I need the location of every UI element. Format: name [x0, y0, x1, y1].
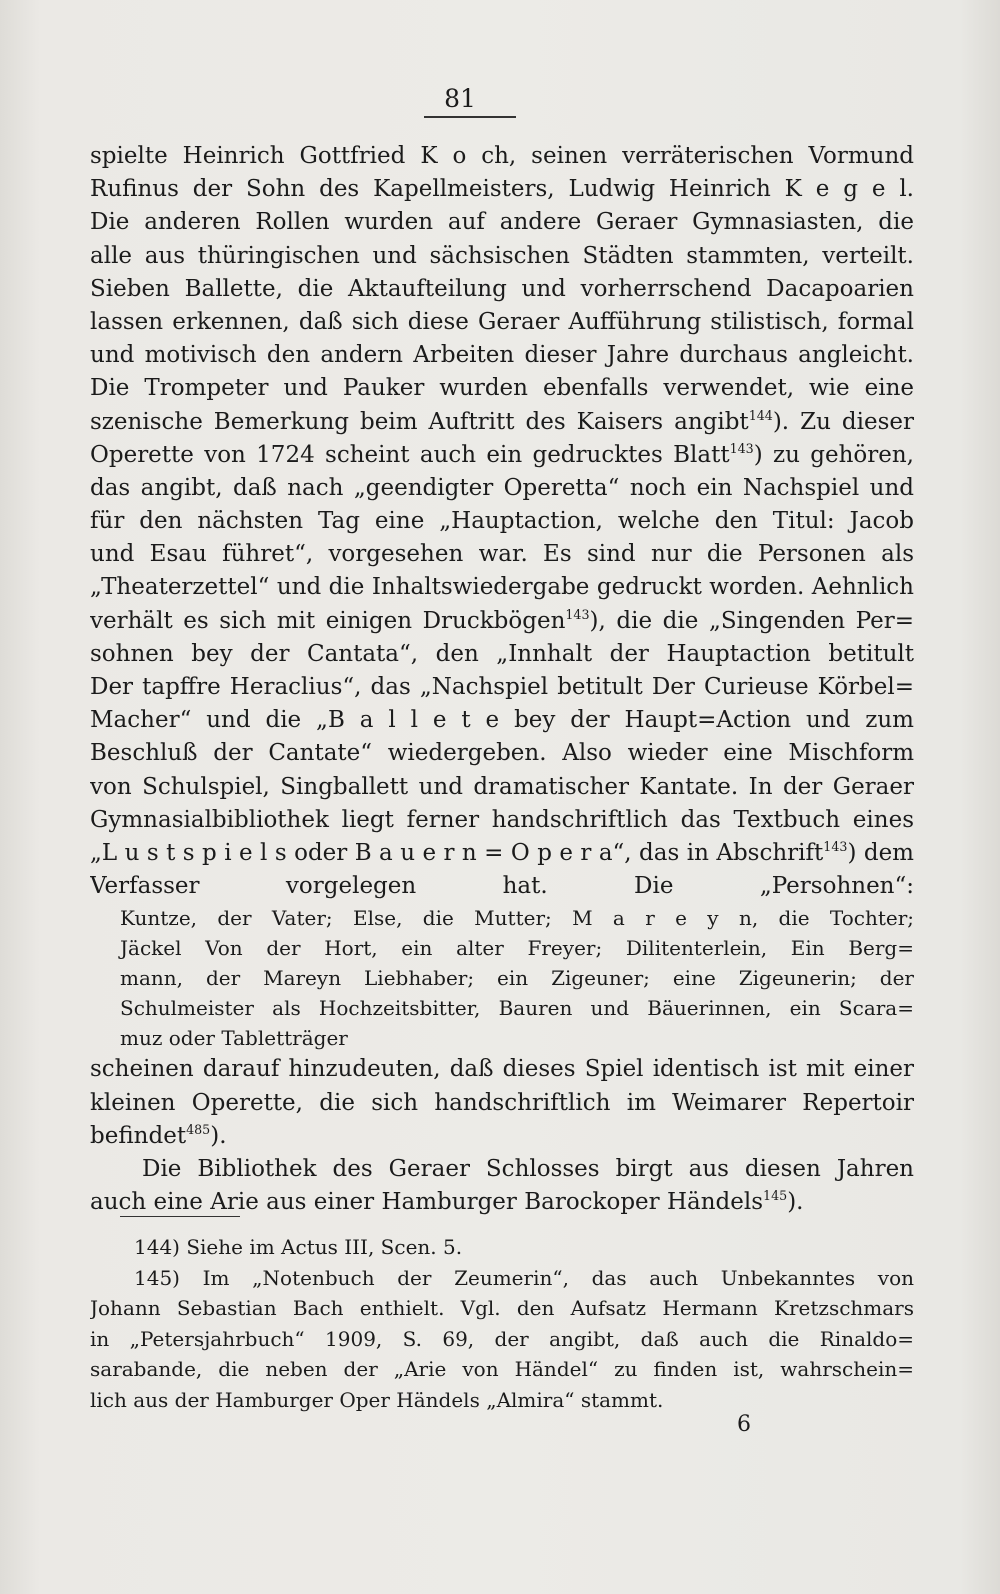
list-line: [90, 933, 914, 963]
line-text: befindet: [90, 1122, 187, 1149]
line-text: verhält es sich mit einigen Druckbögen: [90, 607, 566, 634]
footnote-line: [90, 1354, 914, 1385]
line-text: „L u s t s p i e l s oder B a u e r n = O p e r a“, das in Abschrift: [90, 839, 824, 866]
text-line: [90, 372, 914, 405]
line-text: Macher“ und die „B a l l e t e bey der Haupt=Action und zum: [90, 707, 914, 734]
footnote-line: [90, 1385, 914, 1416]
text-line: [90, 1186, 914, 1219]
line-text: Schulmeister als Hochzeitsbitter, Bauren und Bäuerinnen, ein Scara=: [120, 996, 914, 1021]
text-line: [90, 771, 914, 804]
line-text: Beschluß der Cantate“ wiedergeben. Also wieder eine Mischform: [90, 740, 914, 767]
persons-list: [90, 903, 914, 1053]
footnote-line: [90, 1324, 914, 1355]
line-text-after: ) zu gehören,: [753, 441, 914, 468]
line-text: Gymnasialbibliothek liegt ferner handschriftlich das Textbuch eines: [90, 806, 914, 833]
footnote-ref: 144: [748, 407, 773, 423]
footnote-ref: 143: [823, 839, 848, 855]
line-text: mann, der Mareyn Liebhaber; ein Zigeuner; eine Zigeunerin; der: [120, 966, 914, 991]
footnote-ref: 145: [763, 1188, 788, 1204]
text-line: [90, 1053, 914, 1086]
footnote-ref: 143: [565, 606, 590, 622]
line-text: Johann Sebastian Bach enthielt. Vgl. den Aufsatz Hermann Kretzschmars: [90, 1296, 914, 1320]
line-text: sarabande, die neben der „Arie von Händel“ zu finden ist, wahrschein=: [90, 1357, 914, 1381]
line-text: Verfasser vorgelegen hat. Die „Persohnen“:: [90, 873, 914, 900]
footnote-line: [90, 1263, 914, 1294]
line-text-after: ).: [787, 1189, 804, 1216]
header-rule: [424, 116, 516, 118]
line-text: Die Bibliothek des Geraer Schlosses birgt aus diesen Jahren: [142, 1155, 914, 1182]
text-line: [90, 406, 914, 439]
line-text: 145) Im „Notenbuch der Zeumerin“, das auch Unbekanntes von: [134, 1265, 914, 1290]
line-text: lich aus der Hamburger Oper Händels „Almira“ stammt.: [90, 1387, 664, 1412]
text-line: [90, 273, 914, 306]
line-text: Operette von 1724 scheint auch ein gedrucktes Blatt: [90, 441, 730, 468]
line-text: das angibt, daß nach „geendigter Operetta“ noch ein Nachspiel und: [90, 474, 914, 501]
line-text: und Esau führet“, vorgesehen war. Es sind nur die Personen als: [90, 541, 914, 568]
text-line: [90, 737, 914, 770]
text-line: [90, 173, 914, 206]
line-text: Die Trompeter und Pauker wurden ebenfalls verwendet, wie eine: [90, 375, 914, 402]
line-text: spielte Heinrich Gottfried K o ch, seinen verräterischen Vormund: [90, 143, 914, 169]
text-line: [90, 240, 914, 273]
text-line: [90, 704, 914, 737]
text-line: [90, 538, 914, 571]
line-text: und motivisch den andern Arbeiten dieser Jahre durchaus angleicht.: [90, 342, 914, 369]
text-line: [90, 505, 914, 538]
line-text: kleinen Operette, die sich handschriftlich im Weimarer Repertoir: [90, 1089, 914, 1116]
text-line: [90, 1153, 914, 1186]
footnote-ref: 143: [729, 440, 754, 456]
line-text: alle aus thüringischen und sächsischen Städten stammten, verteilt.: [90, 242, 914, 269]
list-line: [90, 1023, 914, 1053]
line-text: „Theaterzettel“ und die Inhaltswiedergabe gedruckt worden. Aehnlich: [90, 574, 914, 601]
line-text: szenische Bemerkung beim Auftritt des Kaisers angibt: [90, 408, 749, 435]
footnote-ref: 485: [186, 1121, 211, 1137]
page-number: 81: [444, 84, 476, 113]
line-text: Jäckel Von der Hort, ein alter Freyer; Dilitenterlein, Ein Berg=: [120, 936, 914, 961]
line-text: in „Petersjahrbuch“ 1909, S. 69, der angibt, daß auch die Rinaldo=: [90, 1326, 914, 1351]
text-line: [90, 837, 914, 870]
body-paragraph: [90, 140, 914, 903]
line-text: von Schulspiel, Singballett und dramatischer Kantate. In der Geraer: [90, 773, 914, 800]
text-line: [90, 671, 914, 704]
line-text: muz oder Tabletträger: [120, 1026, 348, 1051]
line-text: für den nächsten Tag eine „Hauptaction, welche den Titul: Jacob: [90, 508, 914, 535]
line-text-after: ).: [210, 1122, 227, 1149]
line-text: Der tapffre Heraclius“, das „Nachspiel betitult Der Curieuse Körbel=: [90, 674, 914, 700]
body-paragraph-continued: [90, 1053, 914, 1219]
list-line: [90, 963, 914, 993]
line-text: lassen erkennen, daß sich diese Geraer Aufführung stilistisch, formal: [90, 308, 914, 335]
line-text-after: ). Zu dieser: [772, 408, 914, 435]
footnote-line: [90, 1293, 914, 1324]
line-text: 144) Siehe im Actus III, Scen. 5.: [134, 1235, 463, 1259]
line-text: auch eine Arie aus einer Hamburger Barockoper Händels: [90, 1189, 764, 1216]
signature-mark: 6: [737, 1412, 751, 1437]
text-line: [90, 1120, 914, 1153]
footnote-line: [90, 1232, 914, 1263]
footnote-separator: [120, 1216, 240, 1217]
line-text: Rufinus der Sohn des Kapellmeisters, Ludwig Heinrich K e g e l.: [90, 176, 914, 203]
line-text: sohnen bey der Cantata“, den „Innhalt der Hauptaction betitult: [90, 640, 914, 667]
text-line: [90, 206, 914, 239]
line-text: Kuntze, der Vater; Else, die Mutter; M a r e y n, die Tochter;: [120, 906, 914, 931]
line-text: scheinen darauf hinzudeuten, daß dieses Spiel identisch ist mit einer: [90, 1056, 914, 1083]
text-line: [90, 1087, 914, 1120]
text-line: [90, 804, 914, 837]
text-line: [90, 870, 914, 903]
text-line: [90, 339, 914, 372]
line-text: Die anderen Rollen wurden auf andere Geraer Gymnasiasten, die: [90, 209, 914, 236]
text-line: [90, 140, 914, 173]
text-line: [90, 439, 914, 472]
text-line: [90, 605, 914, 638]
footnotes: [90, 1232, 914, 1415]
text-line: [90, 306, 914, 339]
line-text-after: ), die die „Singenden Per=: [589, 607, 914, 634]
line-text-after: ) dem: [847, 839, 914, 866]
main-text: [90, 140, 914, 1219]
list-line: [90, 903, 914, 933]
text-line: [90, 638, 914, 671]
list-line: [90, 993, 914, 1023]
text-line: [90, 571, 914, 604]
text-line: [90, 472, 914, 505]
line-text: Sieben Ballette, die Aktaufteilung und vorherrschend Dacapoarien: [90, 275, 914, 302]
